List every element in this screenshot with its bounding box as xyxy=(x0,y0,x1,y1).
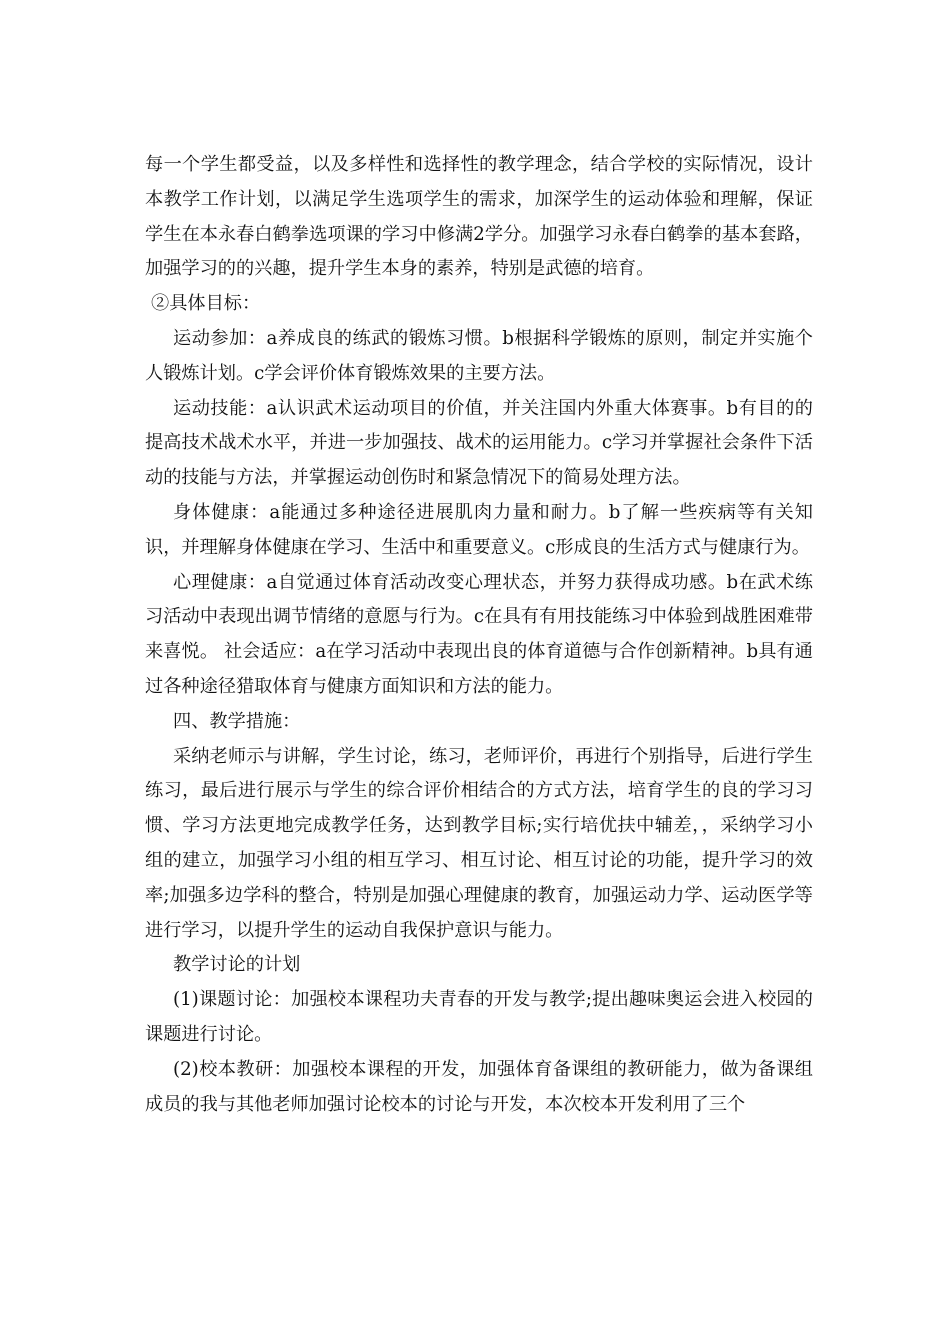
paragraph-physical-health: 身体健康：a能通过多种途径进展肌肉力量和耐力。b了解一些疾病等有关知识，并理解身体健康在学习、生活中和重要意义。c形成良的生活方式与健康行为。 xyxy=(145,501,813,558)
paragraph-teaching-measures-heading: 四、教学措施： xyxy=(173,710,301,732)
paragraph-sports-participation: 运动参加：a养成良的练武的锻炼习惯。b根据科学锻炼的原则，制定并实施个人锻炼计划。c学会评价体育锻炼效果的主要方法。 xyxy=(145,327,813,384)
paragraph-intro: 每一个学生都受益，以及多样性和选择性的教学理念，结合学校的实际情况，设计本教学工作计划，以满足学生选项学生的需求，加深学生的运动体验和理解，保证学生在本永春白鹤拳选项课的学习中修满2学分。加强学习永春白鹤拳的基本套路，加强学习的的兴趣，提升学生本身的素养，特别是武德的培育。 xyxy=(145,154,813,280)
paragraph-sports-skills: 运动技能：a认识武术运动项目的价值，并关注国内外重大体赛事。b有目的的提高技术战术水平，并进一步加强技、战术的运用能力。c学习并掌握社会条件下活动的技能与方法，并掌握运动创伤时和紧急情况下的简易处理方法。 xyxy=(145,397,813,489)
document-body xyxy=(145,148,813,1122)
paragraph-topic-research: (1)课题讨论：加强校本课程功夫青春的开发与教学;提出趣味奥运会进入校园的课题进行讨论。 xyxy=(145,989,813,1045)
paragraph-research-plan-heading: 教学讨论的计划 xyxy=(173,954,301,976)
paragraph-teaching-measures: 采纳老师示与讲解，学生讨论，练习，老师评价，再进行个别指导，后进行学生练习，最后进行展示与学生的综合评价相结合的方式方法，培育学生的良的学习习惯、学习方法更地完成教学任务，达到教学目标;实行培优扶中辅差，，采纳学习小组的建立，加强学习小组的相互学习、相互讨论、相互讨论的功能，提升学习的效率;加强多边学科的整合，特别是加强心理健康的教育，加强运动力学、运动医学等进行学习，以提升学生的运动自我保护意识与能力。 xyxy=(145,745,813,941)
paragraph-specific-goals-heading: ②具体目标： xyxy=(151,293,261,315)
paragraph-school-research: (2)校本教研：加强校本课程的开发，加强体育备课组的教研能力，做为备课组成员的我与其他老师加强讨论校本的讨论与开发，本次校本开发利用了三个 xyxy=(145,1058,813,1115)
paragraph-mental-health: 心理健康：a自觉通过体育活动改变心理状态，并努力获得成功感。b在武术练习活动中表现出调节情绪的意愿与行为。c在具有有用技能练习中体验到战胜困难带来喜悦。 社会适应：a在学习活动中表现出良的体育道德与合作创新精神。b具有通过各种途径猎取体育与健康方面知识和方法的能力。 xyxy=(145,571,813,697)
